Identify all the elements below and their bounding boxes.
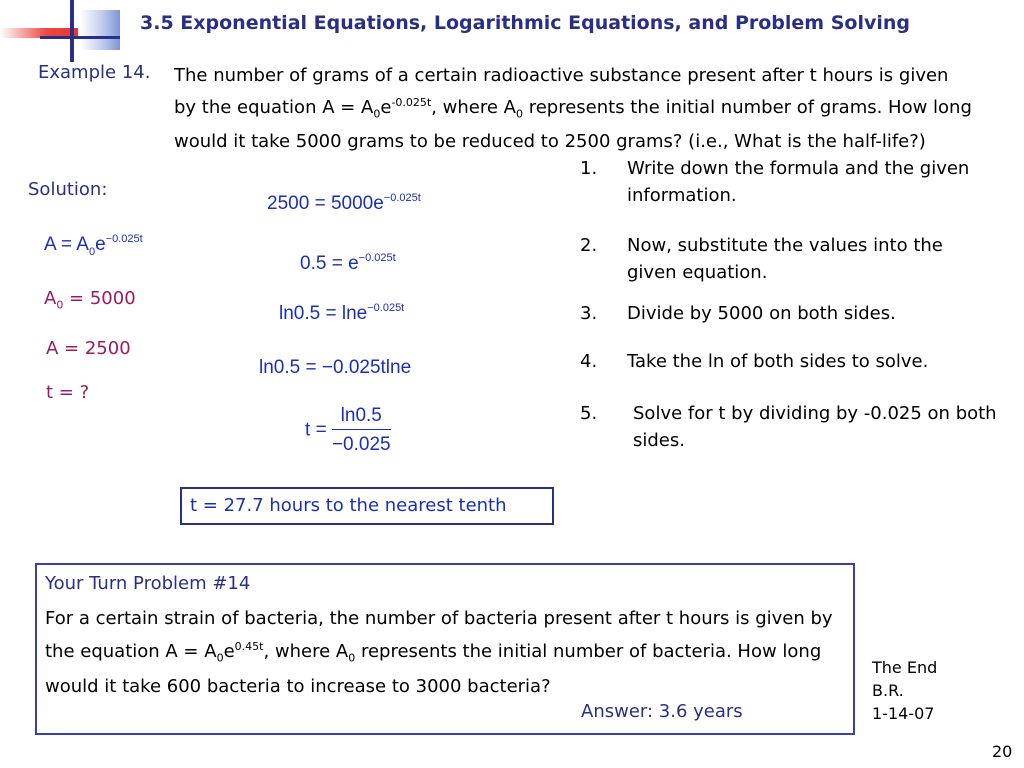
your-turn-box: [35, 563, 855, 735]
solution-label: Solution:: [28, 179, 108, 200]
given-time-unknown: t = ?: [46, 382, 90, 403]
page-number: 20: [992, 742, 1013, 761]
equation-power-rule: ln0.5 = −0.025tlne: [259, 357, 412, 378]
slide-title: 3.5 Exponential Equations, Logarithmic Equations, and Problem Solving: [140, 12, 910, 34]
your-turn-answer: Answer: 3.6 years: [581, 701, 743, 722]
equation-solve-for-t: t = $\frac{\ln 0.5}{-0.025}$: [305, 405, 391, 455]
your-turn-title: Your Turn Problem #14: [45, 573, 251, 594]
example-text: The number of grams of a certain radioactive substance present after t hours is given by the equation $A = A_0e^{-0.025t}$, where $A_0$ represents the initial number of grams. How long would it take 5000 grams to be reduced to 2500 grams? (i.e., What is the half-life?): [174, 65, 972, 152]
given-final-amount: A = 2500: [46, 338, 131, 359]
equation-substituted: $2500 = 5000e^{-0.025t}$: [267, 192, 421, 214]
equation-divided: $0.5 = e^{-0.025t}$: [300, 252, 396, 274]
slide-logo-graphic: [0, 0, 130, 62]
fraction: $\frac{\ln 0.5}{-0.025}$: [331, 405, 391, 455]
example-label: Example 14.: [38, 62, 151, 83]
equation-ln-both-sides: ln0.5 = lne$^{-0.025t}$: [279, 302, 405, 324]
end-note: The End B.R. 1-14-07: [872, 658, 938, 723]
your-turn-text: For a certain strain of bacteria, the number of bacteria present after t hours is given by the equation $A = A_0e^{0.45t}$, where $A_0$ represents the initial number of bacteria. How long would it take 600 bacteria to increase to 3000 bacteria?: [45, 608, 833, 697]
given-initial-amount: $A_0 = 5000$: [44, 288, 136, 312]
result-box: t = 27.7 hours to the nearest tenth: [180, 487, 554, 525]
formula-general: $A = A_0e^{-0.025t}$: [44, 233, 143, 258]
